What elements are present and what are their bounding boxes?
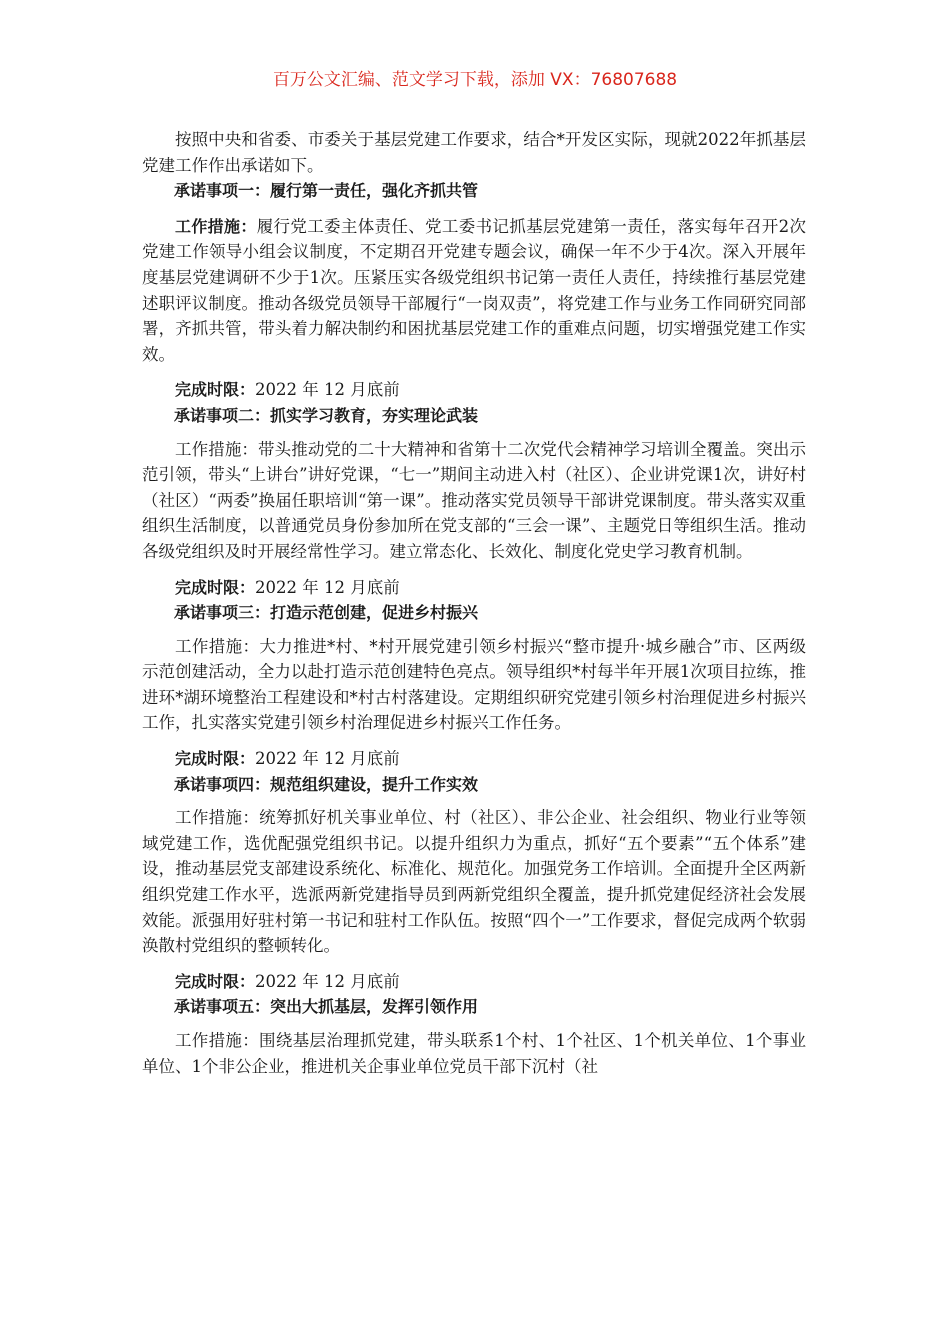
item-heading: 承诺事项一：履行第一责任，强化齐抓共管 <box>174 181 479 201</box>
deadline-label: 完成时限： <box>175 971 256 991</box>
deadline-text: 2022 年 12 月底前 <box>255 380 400 400</box>
deadline-label: 完成时限： <box>175 380 256 400</box>
measure-text: 履行党工委主体责任、党工委书记抓基层党建第一责任，落实每年召开2次党建工作领导小组会议制度，不定期召开党建专题会议，确保一年不少于4次。深入开展年度基层党建调研不少于1次。压紧压实各级党组织书记第一责任人责任，持续推行基层党建述职评议制度。推动各级党员领导干部履行“一岗双责”，将党建工作与业务工作同研究同部署，齐抓共管，带头着力解决制约和困扰基层党建工作的重难点问题，切实增强党建工作实效。 <box>142 216 806 364</box>
measure-paragraph <box>142 634 806 736</box>
item-heading: 承诺事项四：规范组织建设，提升工作实效 <box>174 774 479 794</box>
measure-paragraph <box>142 805 806 959</box>
deadline-label: 完成时限： <box>175 749 256 769</box>
measure-paragraph <box>142 437 806 565</box>
watermark-banner: 百万公文汇编、范文学习下载，添加 VX：76807688 <box>272 70 678 90</box>
measure-label: 工作措施： <box>175 1031 260 1050</box>
measure-text: 大力推进*村、*村开展党建引领乡村振兴“整市提升·城乡融合”市、区两级示范创建活动，全力以赴打造示范创建特色亮点。领导组织*村每半年开展1次项目拉练，推进环*湖环境整治工程建设和*村古村落建设。定期组织研究党建引领乡村治理促进乡村振兴工作，扎实落实党建引领乡村治理促进乡村振兴工作任务。 <box>142 636 807 733</box>
deadline-text: 2022 年 12 月底前 <box>255 577 400 597</box>
deadline-paragraph <box>142 377 806 403</box>
measure-text: 围绕基层治理抓党建，带头联系1个村、1个社区、1个机关单位、1个事业单位、1个非公企业，推进机关企事业单位党员干部下沉村（社 <box>142 1031 806 1076</box>
measure-label: 工作措施： <box>175 439 259 459</box>
measure-label: 工作措施： <box>175 216 257 236</box>
item-heading: 承诺事项二：抓实学习教育，夯实理论武装 <box>174 405 479 425</box>
measure-label: 工作措施： <box>175 636 260 656</box>
document-body <box>142 127 806 1079</box>
item-heading: 承诺事项五：突出大抓基层，发挥引领作用 <box>174 997 479 1017</box>
deadline-label: 完成时限： <box>175 577 256 597</box>
deadline-paragraph <box>142 575 806 601</box>
measure-text: 带头推动党的二十大精神和省第十二次党代会精神学习培训全覆盖。突出示范引领，带头“上讲台”讲好党课，“七一”期间主动进入村（社区）、企业讲党课1次，讲好村（社区）“两委”换届任职培训“第一课”。推动落实党员领导干部讲党课制度。带头落实双重组织生活制度，以普通党员身份参加所在党支部的“三会一课”、主题党日等组织生活。推动各级党组织及时开展经常性学习。建立常态化、长效化、制度化党史学习教育机制。 <box>142 439 807 561</box>
measure-paragraph <box>142 1028 806 1079</box>
deadline-text: 2022 年 12 月底前 <box>255 749 400 769</box>
measure-text: 统筹抓好机关事业单位、村（社区）、非公企业、社会组织、物业行业等领域党建工作，选优配强党组织书记。以提升组织力为重点，抓好“五个要素”“五个体系”建设，推动基层党支部建设系统化、标准化、规范化。加强党务工作培训。全面提升全区两新组织党建工作水平，选派两新党建指导员到两新党组织全覆盖，提升抓党建促经济社会发展效能。派强用好驻村第一书记和驻村工作队伍。按照“四个一”工作要求，督促完成两个软弱涣散村党组织的整顿转化。 <box>142 808 807 956</box>
deadline-paragraph <box>142 746 806 772</box>
deadline-text: 2022 年 12 月底前 <box>255 971 400 991</box>
intro-paragraph: 按照中央和省委、市委关于基层党建工作要求，结合*开发区实际，现就2022年抓基层党建工作作出承诺如下。 <box>142 130 806 175</box>
item-heading: 承诺事项三：打造示范创建，促进乡村振兴 <box>174 603 479 623</box>
deadline-paragraph <box>142 969 806 995</box>
measure-paragraph <box>142 214 806 368</box>
measure-label: 工作措施： <box>175 808 260 828</box>
